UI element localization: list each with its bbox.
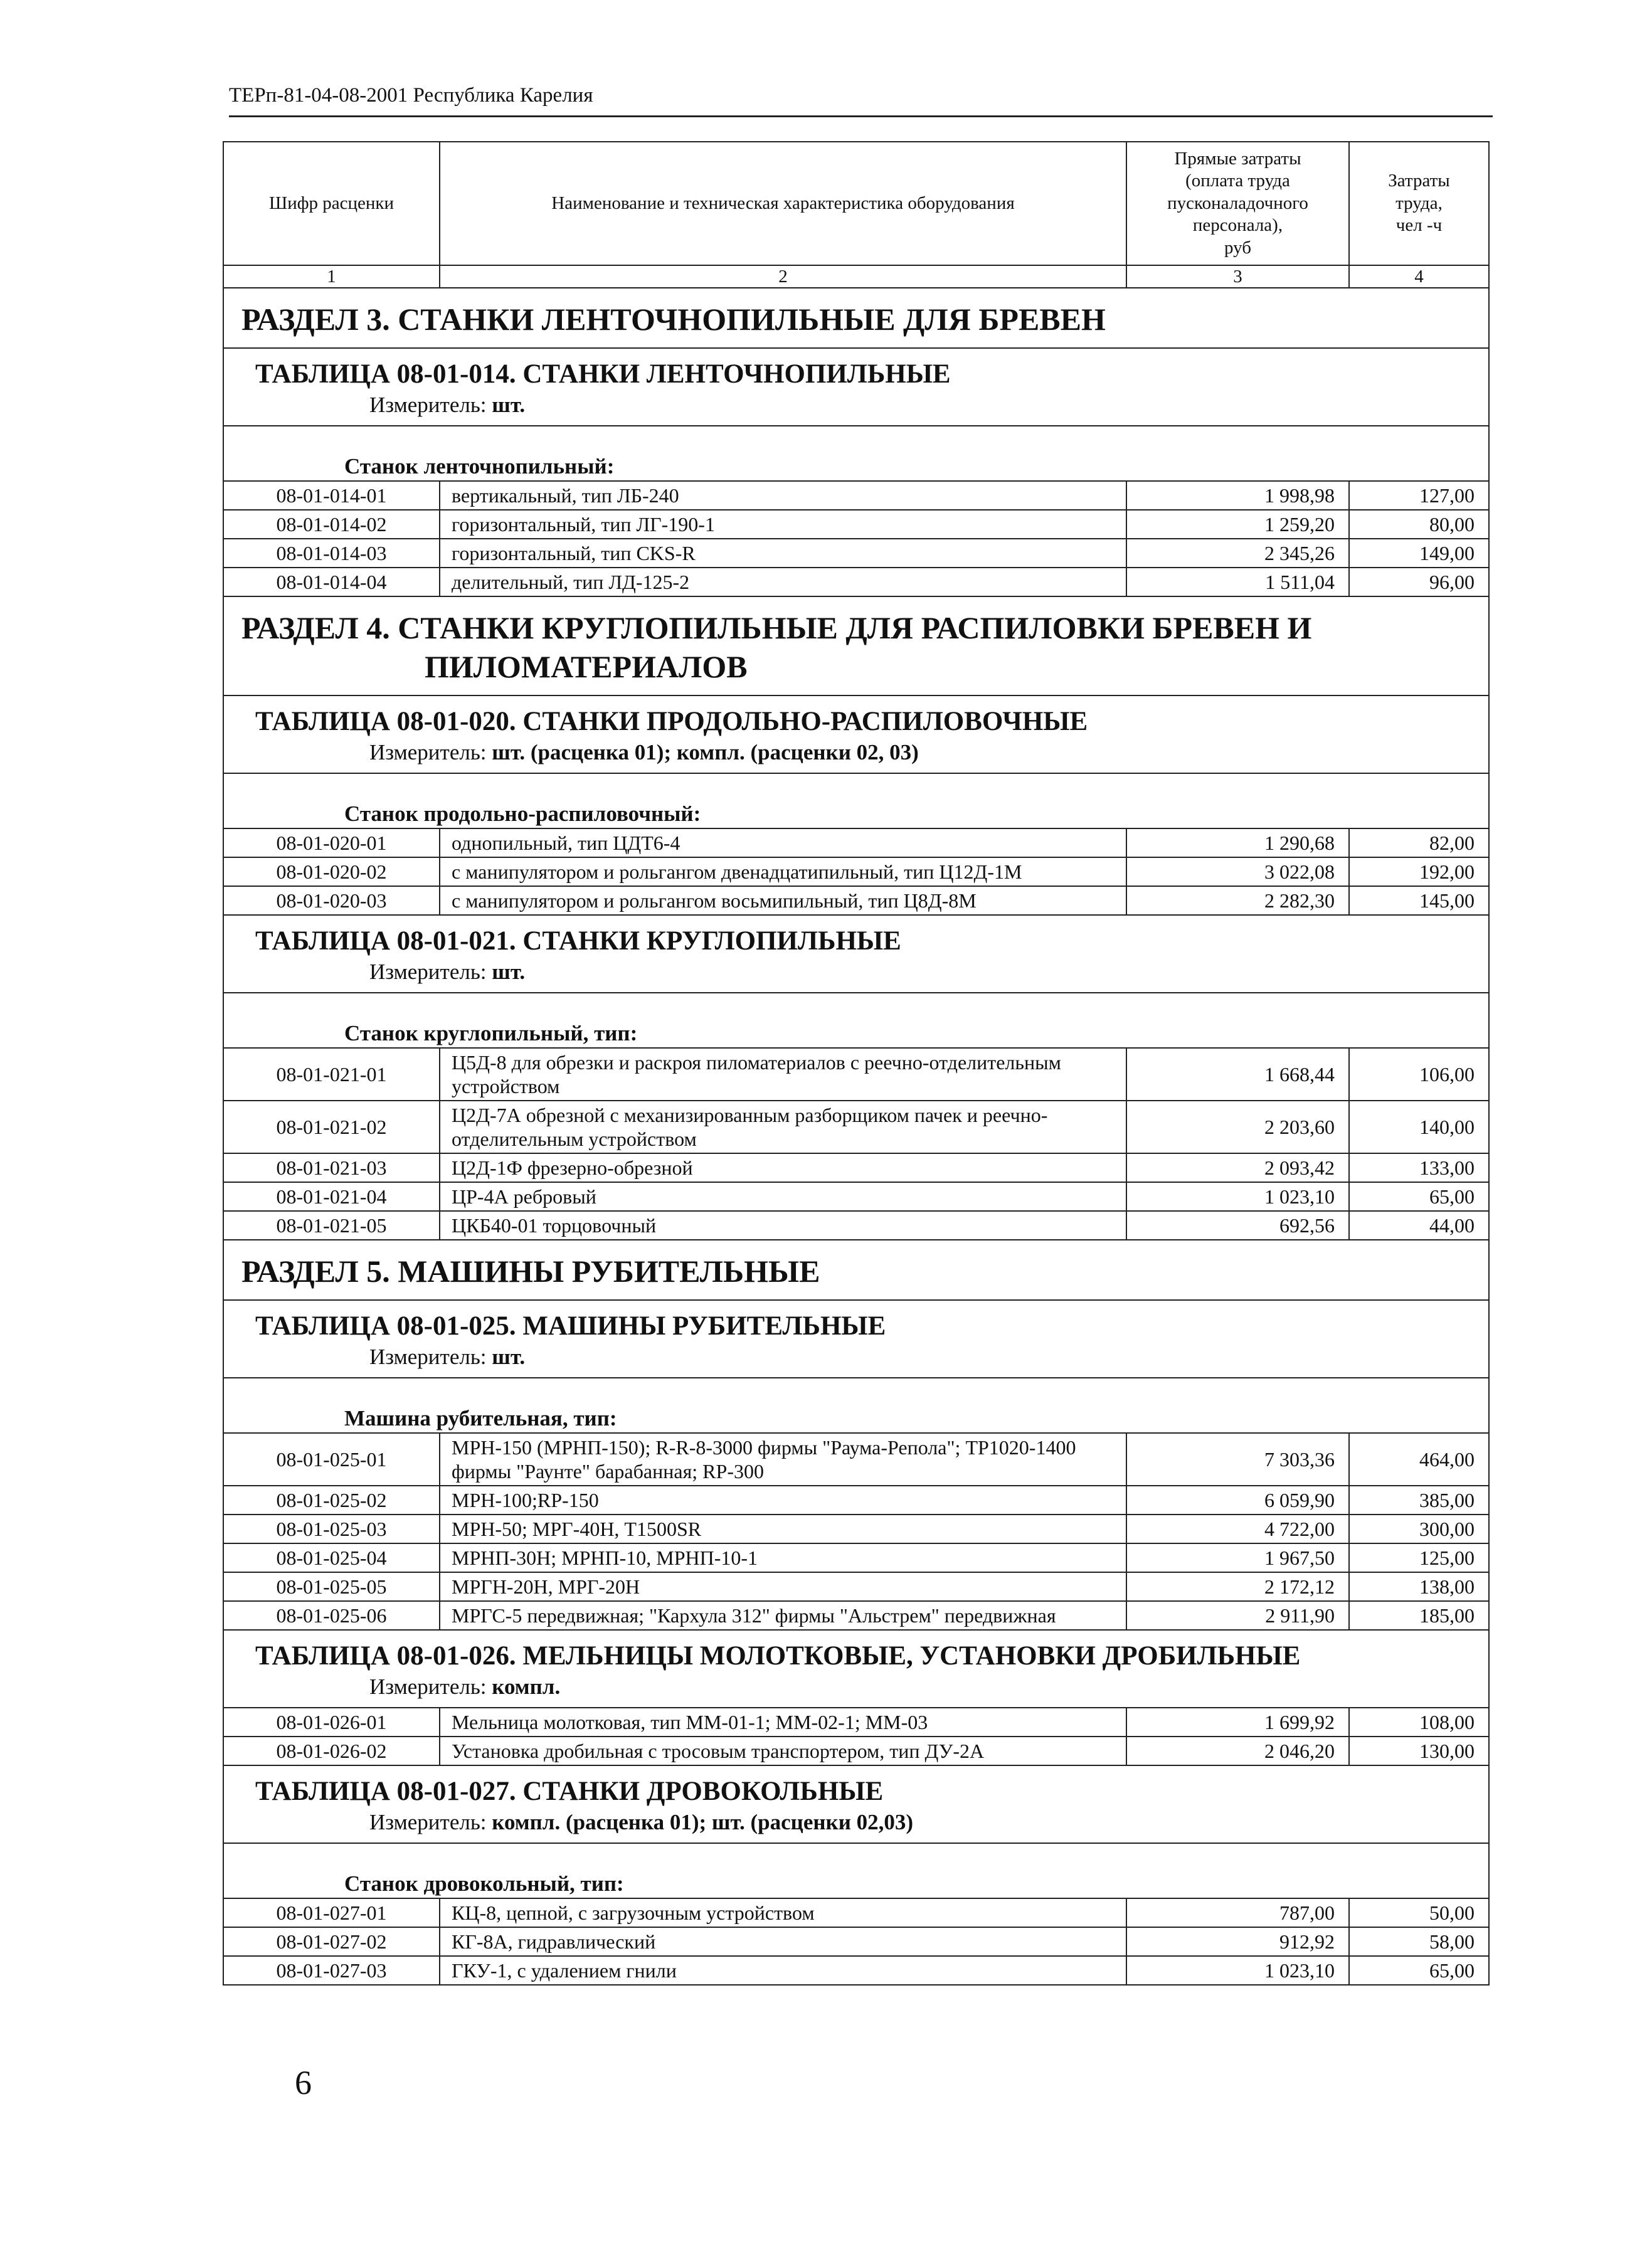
- column-number: 1: [224, 266, 440, 288]
- section-title-text: ПИЛОМАТЕРИАЛОВ: [425, 649, 748, 684]
- group-label: Станок дровокольный, тип:: [224, 1844, 1488, 1899]
- labor-hours: 106,00: [1419, 1063, 1475, 1086]
- table-row: [224, 1434, 1488, 1486]
- rate-table: [224, 1301, 1488, 1631]
- labor-hours: 125,00: [1419, 1547, 1475, 1569]
- rate-code: 08-01-027-03: [224, 1957, 440, 1984]
- rate-code: 08-01-021-02: [224, 1101, 440, 1153]
- unit-label: Измеритель:: [369, 393, 492, 417]
- direct-cost: 692,56: [1127, 1212, 1350, 1239]
- equipment-name: МРГС-5 передвижная; "Кархула 312" фирмы "Альстрем" передвижная: [440, 1602, 1127, 1629]
- header-cost: Прямые затраты (оплата труда пусконаладочного персонала), руб: [1127, 142, 1350, 265]
- table-title: ТАБЛИЦА 08-01-014. СТАНКИ ЛЕНТОЧНОПИЛЬНЫЕ: [255, 359, 951, 389]
- table-header: [224, 142, 1488, 266]
- rate-code: 08-01-021-04: [224, 1183, 440, 1210]
- direct-cost: 2 911,90: [1127, 1602, 1350, 1629]
- group-label: Станок продольно-распиловочный:: [224, 774, 1488, 829]
- labor-hours: 385,00: [1419, 1489, 1475, 1511]
- equipment-name: ГКУ-1, с удалением гнили: [440, 1957, 1127, 1984]
- equipment-name: Мельница молотковая, тип ММ-01-1; ММ-02-1; ММ-03: [440, 1708, 1127, 1736]
- direct-cost: 6 059,90: [1127, 1486, 1350, 1514]
- labor-hours: 127,00: [1419, 484, 1475, 507]
- direct-cost: 1 023,10: [1127, 1957, 1350, 1984]
- sections-container: [224, 288, 1488, 1984]
- price-table: [223, 141, 1490, 1986]
- table-row: [224, 510, 1488, 539]
- equipment-name: с манипулятором и рольгангом восьмипильный, тип Ц8Д-8М: [440, 887, 1127, 914]
- column-number: 3: [1127, 266, 1350, 288]
- table-title: ТАБЛИЦА 08-01-025. МАШИНЫ РУБИТЕЛЬНЫЕ: [255, 1311, 886, 1341]
- table-row: [224, 1957, 1488, 1984]
- equipment-name: КЦ-8, цепной, с загрузочным устройством: [440, 1899, 1127, 1927]
- direct-cost: 2 093,42: [1127, 1154, 1350, 1182]
- section-title: [224, 288, 1488, 349]
- rate-code: 08-01-025-01: [224, 1434, 440, 1485]
- direct-cost: 1 290,68: [1127, 829, 1350, 857]
- rate-code: 08-01-020-01: [224, 829, 440, 857]
- column-number: 4: [1414, 267, 1424, 287]
- rate-table: [224, 916, 1488, 1240]
- rate-table: [224, 696, 1488, 916]
- direct-cost: 1 023,10: [1127, 1183, 1350, 1210]
- labor-hours: 50,00: [1429, 1901, 1475, 1924]
- labor-hours: 58,00: [1429, 1930, 1475, 1953]
- equipment-name: вертикальный, тип ЛБ-240: [440, 482, 1127, 509]
- section-title-text: РАЗДЕЛ 5. МАШИНЫ РУБИТЕЛЬНЫЕ: [241, 1254, 820, 1289]
- labor-hours: 130,00: [1419, 1740, 1475, 1762]
- table-row: [224, 539, 1488, 568]
- equipment-name: горизонтальный, тип CKS-R: [440, 539, 1127, 567]
- rate-code: 08-01-020-03: [224, 887, 440, 914]
- unit-value: компл. (расценка 01); шт. (расценки 02,03): [492, 1810, 914, 1834]
- unit-label: Измеритель:: [369, 1674, 492, 1699]
- rate-table: [224, 1766, 1488, 1984]
- column-number: 2: [440, 266, 1127, 288]
- direct-cost: 1 699,92: [1127, 1708, 1350, 1736]
- equipment-name: делительный, тип ЛД-125-2: [440, 568, 1127, 596]
- unit-line: [224, 958, 1488, 993]
- unit-label: Измеритель:: [369, 1810, 492, 1834]
- direct-cost: 912,92: [1127, 1928, 1350, 1955]
- equipment-name: с манипулятором и рольгангом двенадцатипильный, тип Ц12Д-1М: [440, 858, 1127, 886]
- table-row: [224, 1708, 1488, 1737]
- table-title: ТАБЛИЦА 08-01-026. МЕЛЬНИЦЫ МОЛОТКОВЫЕ, УСТАНОВКИ ДРОБИЛЬНЫЕ: [255, 1641, 1301, 1671]
- rate-code: 08-01-025-06: [224, 1602, 440, 1629]
- table-title: ТАБЛИЦА 08-01-027. СТАНКИ ДРОВОКОЛЬНЫЕ: [255, 1777, 884, 1806]
- equipment-name: МРН-150 (МРНП-150); R-R-8-3000 фирмы "Раума-Репола"; ТР1020-1400 фирмы "Раунте" барабанная; RP-300: [440, 1434, 1127, 1485]
- rate-code: 08-01-020-02: [224, 858, 440, 886]
- table-row: [224, 568, 1488, 596]
- labor-hours: 192,00: [1419, 860, 1475, 883]
- direct-cost: 2 046,20: [1127, 1737, 1350, 1765]
- header-name: Наименование и техническая характеристика оборудования: [440, 142, 1127, 265]
- rate-code: 08-01-025-02: [224, 1486, 440, 1514]
- rate-code: 08-01-014-04: [224, 568, 440, 596]
- labor-hours: 145,00: [1419, 889, 1475, 912]
- unit-value: шт. (расценка 01); компл. (расценки 02, 03): [492, 740, 919, 764]
- header-code: Шифр расценки: [224, 142, 440, 265]
- direct-cost: 2 282,30: [1127, 887, 1350, 914]
- table-row: [224, 1544, 1488, 1573]
- unit-label: Измеритель:: [369, 1345, 492, 1369]
- equipment-name: Ц2Д-7А обрезной с механизированным разборщиком пачек и реечно-отделительным устройством: [440, 1101, 1127, 1153]
- equipment-name: горизонтальный, тип ЛГ-190-1: [440, 510, 1127, 538]
- labor-hours: 108,00: [1419, 1711, 1475, 1733]
- page-number: 6: [295, 2064, 312, 2102]
- equipment-name: МРГН-20Н, МРГ-20Н: [440, 1573, 1127, 1600]
- unit-value: компл.: [492, 1674, 561, 1699]
- table-row: [224, 1101, 1488, 1154]
- labor-hours: 80,00: [1429, 513, 1475, 536]
- equipment-name: Ц2Д-1Ф фрезерно-обрезной: [440, 1154, 1127, 1182]
- group-label: Машина рубительная, тип:: [224, 1378, 1488, 1434]
- unit-label: Измеритель:: [369, 960, 492, 984]
- direct-cost: 4 722,00: [1127, 1515, 1350, 1543]
- direct-cost: 2 345,26: [1127, 539, 1350, 567]
- table-row: [224, 1212, 1488, 1239]
- labor-hours: 140,00: [1419, 1116, 1475, 1138]
- labor-hours: 185,00: [1419, 1604, 1475, 1627]
- labor-hours: 82,00: [1429, 832, 1475, 854]
- table-row: [224, 1573, 1488, 1602]
- unit-line: [224, 1809, 1488, 1844]
- table-row: [224, 887, 1488, 914]
- rate-code: 08-01-025-03: [224, 1515, 440, 1543]
- table-row: [224, 1515, 1488, 1544]
- group-label: Станок ленточнопильный:: [224, 426, 1488, 482]
- rate-code: 08-01-014-02: [224, 510, 440, 538]
- direct-cost: 2 172,12: [1127, 1573, 1350, 1600]
- unit-label: Измеритель:: [369, 740, 492, 764]
- labor-hours: 65,00: [1429, 1185, 1475, 1208]
- table-row: [224, 1737, 1488, 1765]
- header-labor: Затраты труда, чел -ч: [1388, 171, 1450, 236]
- table-title: ТАБЛИЦА 08-01-020. СТАНКИ ПРОДОЛЬНО-РАСПИЛОВОЧНЫЕ: [255, 707, 1088, 736]
- labor-hours: 149,00: [1419, 542, 1475, 564]
- equipment-name: однопильный, тип ЦДТ6-4: [440, 829, 1127, 857]
- rate-code: 08-01-021-05: [224, 1212, 440, 1239]
- labor-hours: 133,00: [1419, 1156, 1475, 1179]
- running-head: ТЕРп-81-04-08-2001 Республика Карелия: [229, 84, 593, 107]
- header-rule: [229, 115, 1493, 117]
- direct-cost: 1 511,04: [1127, 568, 1350, 596]
- section-title-text: РАЗДЕЛ 4. СТАНКИ КРУГЛОПИЛЬНЫЕ ДЛЯ РАСПИЛОВКИ БРЕВЕН И: [241, 610, 1312, 645]
- rate-code: 08-01-021-03: [224, 1154, 440, 1182]
- labor-hours: 44,00: [1429, 1214, 1475, 1237]
- labor-hours: 138,00: [1419, 1575, 1475, 1598]
- unit-line: [224, 739, 1488, 774]
- table-row: [224, 1486, 1488, 1515]
- unit-value: шт.: [492, 960, 526, 984]
- direct-cost: 7 303,36: [1127, 1434, 1350, 1485]
- rate-code: 08-01-027-02: [224, 1928, 440, 1955]
- equipment-name: КГ-8А, гидравлический: [440, 1928, 1127, 1955]
- table-title: ТАБЛИЦА 08-01-021. СТАНКИ КРУГЛОПИЛЬНЫЕ: [255, 926, 901, 956]
- table-row: [224, 1928, 1488, 1957]
- equipment-name: МРНП-30Н; МРНП-10, МРНП-10-1: [440, 1544, 1127, 1572]
- direct-cost: 3 022,08: [1127, 858, 1350, 886]
- rate-code: 08-01-021-01: [224, 1049, 440, 1100]
- equipment-name: Установка дробильная с тросовым транспортером, тип ДУ-2А: [440, 1737, 1127, 1765]
- equipment-name: ЦР-4А ребровый: [440, 1183, 1127, 1210]
- table-row: [224, 1154, 1488, 1183]
- column-numbers: [224, 266, 1488, 288]
- unit-line: [224, 1673, 1488, 1708]
- unit-line: [224, 1343, 1488, 1378]
- direct-cost: 1 259,20: [1127, 510, 1350, 538]
- rate-code: 08-01-014-03: [224, 539, 440, 567]
- rate-table: [224, 1631, 1488, 1766]
- section-title: [224, 597, 1488, 696]
- direct-cost: 1 668,44: [1127, 1049, 1350, 1100]
- table-row: [224, 1899, 1488, 1928]
- rate-code: 08-01-014-01: [224, 482, 440, 509]
- rate-table: [224, 349, 1488, 597]
- unit-line: [224, 391, 1488, 426]
- direct-cost: 787,00: [1127, 1899, 1350, 1927]
- equipment-name: МРН-100;RP-150: [440, 1486, 1127, 1514]
- group-label: Станок круглопильный, тип:: [224, 993, 1488, 1049]
- rate-code: 08-01-025-04: [224, 1544, 440, 1572]
- unit-value: шт.: [492, 393, 526, 417]
- rate-code: 08-01-027-01: [224, 1899, 440, 1927]
- table-row: [224, 1183, 1488, 1212]
- rate-code: 08-01-025-05: [224, 1573, 440, 1600]
- table-row: [224, 829, 1488, 858]
- labor-hours: 96,00: [1429, 571, 1475, 593]
- equipment-name: ЦКБ40-01 торцовочный: [440, 1212, 1127, 1239]
- table-row: [224, 482, 1488, 510]
- unit-value: шт.: [492, 1345, 526, 1369]
- table-row: [224, 858, 1488, 887]
- labor-hours: 300,00: [1419, 1518, 1475, 1540]
- equipment-name: МРН-50; МРГ-40Н, T1500SR: [440, 1515, 1127, 1543]
- rate-code: 08-01-026-01: [224, 1708, 440, 1736]
- section-title-text: РАЗДЕЛ 3. СТАНКИ ЛЕНТОЧНОПИЛЬНЫЕ ДЛЯ БРЕВЕН: [241, 302, 1106, 337]
- rate-code: 08-01-026-02: [224, 1737, 440, 1765]
- equipment-name: Ц5Д-8 для обрезки и раскроя пиломатериалов с реечно-отделительным устройством: [440, 1049, 1127, 1100]
- labor-hours: 65,00: [1429, 1959, 1475, 1982]
- labor-hours: 464,00: [1419, 1448, 1475, 1471]
- table-row: [224, 1602, 1488, 1629]
- direct-cost: 2 203,60: [1127, 1101, 1350, 1153]
- table-row: [224, 1049, 1488, 1101]
- section-title: [224, 1240, 1488, 1301]
- direct-cost: 1 967,50: [1127, 1544, 1350, 1572]
- direct-cost: 1 998,98: [1127, 482, 1350, 509]
